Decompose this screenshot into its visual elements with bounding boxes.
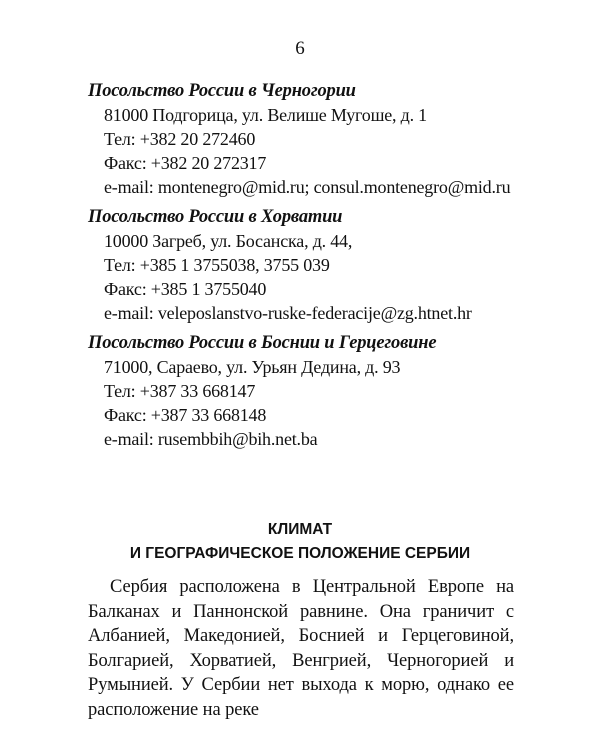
embassy-fax: Факс: +385 1 3755040: [104, 279, 267, 299]
embassy-fax: Факс: +387 33 668148: [104, 405, 267, 425]
embassy-heading: Посольство России в Хорватии: [88, 207, 343, 227]
embassy-phone: Тел: +387 33 668147: [104, 381, 256, 401]
embassy-address: 71000, Сараево, ул. Урьян Дедина, д. 93: [104, 357, 401, 377]
embassy-phone: Тел: +385 1 3755038, 3755 039: [104, 255, 330, 275]
embassy-email: e-mail: veleposlanstvo-ruske-federacije@zg.htnet.hr: [104, 303, 472, 323]
embassy-fax: Факс: +382 20 272317: [104, 153, 267, 173]
embassy-heading: Посольство России в Боснии и Герцеговине: [88, 333, 437, 353]
embassy-address: 81000 Подгорица, ул. Велише Мугоше, д. 1: [104, 105, 427, 125]
embassy-croatia: [88, 205, 568, 325]
embassy-email: e-mail: montenegro@mid.ru; consul.montenegro@mid.ru: [104, 177, 511, 197]
embassy-phone: Тел: +382 20 272460: [104, 129, 256, 149]
section-paragraph: Сербия расположена в Центральной Европе на Балканах и Паннонской равнине. Она граничит с Албанией, Македонией, Боснией и Герцеговиной, Болгарией, Хорватией, Венгрией, Черногорией и Румынией. У Сербии нет выхода к морю, однако ее расположение на реке: [88, 577, 514, 720]
page-number: 6: [295, 38, 305, 59]
embassy-montenegro: [88, 79, 568, 199]
section-heading: [0, 518, 600, 566]
section-heading-line2: И ГЕОГРАФИЧЕСКОЕ ПОЛОЖЕНИЕ СЕРБИИ: [129, 545, 471, 562]
embassy-email: e-mail: rusembbih@bih.net.ba: [104, 429, 318, 449]
embassy-bosnia: [88, 331, 568, 451]
section-heading-line1: КЛИМАТ: [267, 521, 333, 538]
embassy-address: 10000 Загреб, ул. Босанска, д. 44,: [104, 231, 353, 251]
embassy-heading: Посольство России в Черногории: [88, 81, 356, 101]
